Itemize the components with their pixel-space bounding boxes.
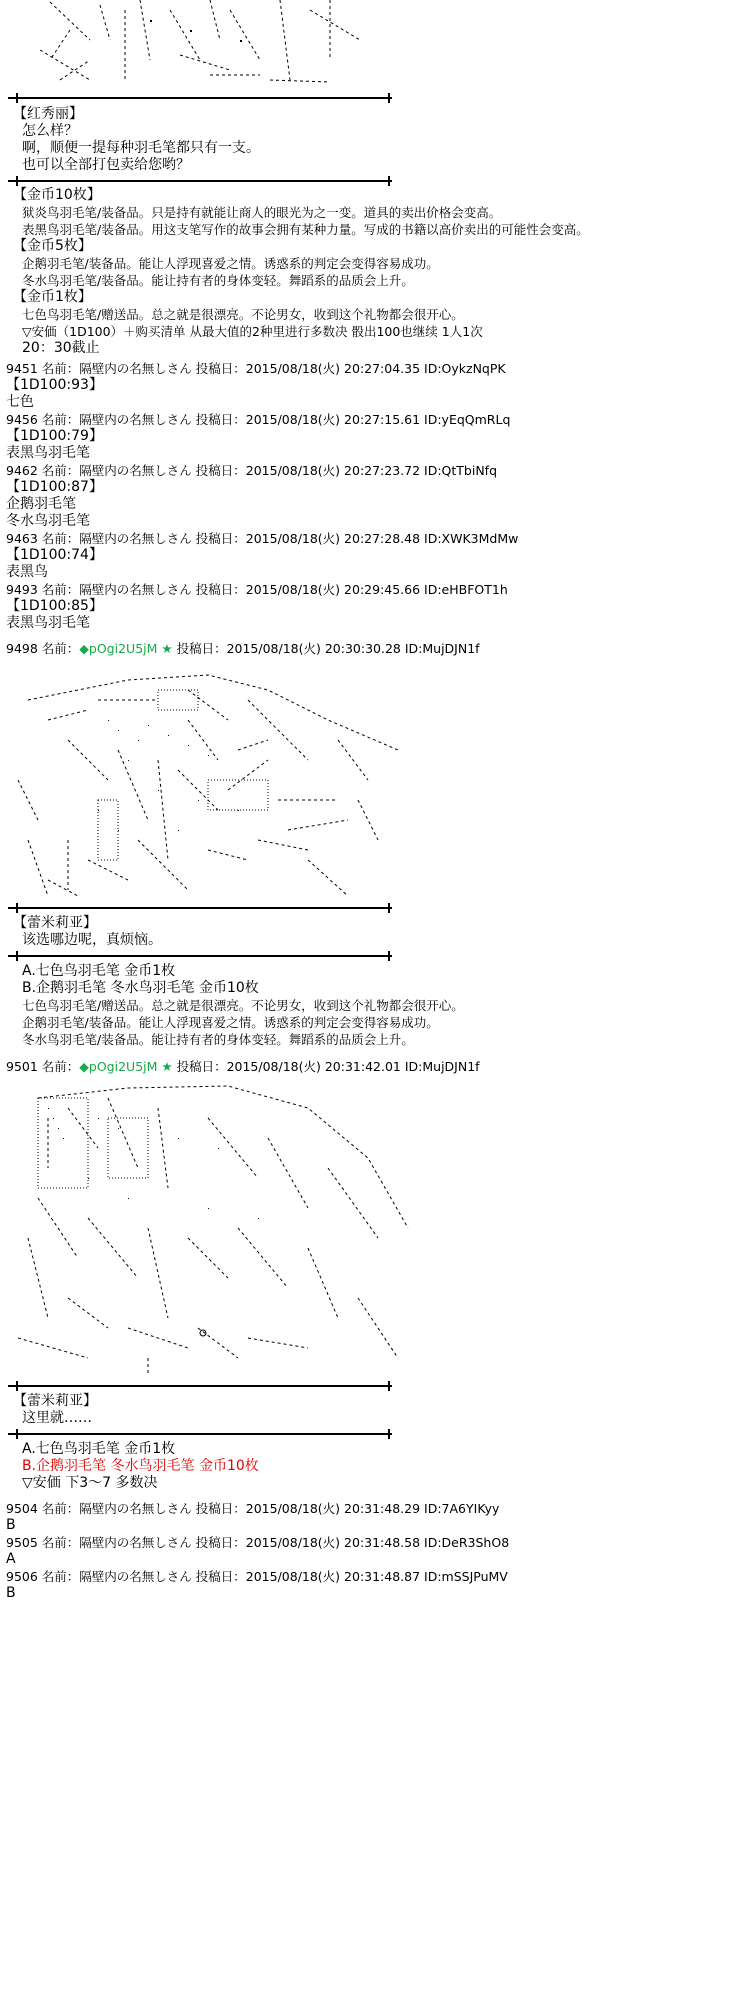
dialogue-line: 该选哪边呢，真烦恼。 xyxy=(22,932,162,948)
speaker-name: 【红秀丽】 xyxy=(13,106,83,122)
post-header: 9456 名前：隔壁内の名無しさん 投稿日：2015/08/18(火) 20:27:15.61 ID:yEqQmRLq xyxy=(6,412,511,427)
post-body: 【1D100:79】 xyxy=(6,428,103,444)
item-description: 冬水鸟羽毛笔/装备品。能让持有者的身体变轻。舞蹈系的品质会上升。 xyxy=(22,1032,414,1047)
speaker-name: 【蕾米莉亚】 xyxy=(13,1393,97,1409)
tripcode: ◆pOgi2U5jM ★ xyxy=(79,641,173,656)
separator-3 xyxy=(8,907,392,909)
price-tier: 【金币10枚】 xyxy=(13,187,101,203)
dialogue-line: 怎么样？ xyxy=(22,123,78,139)
ascii-art-remilia-2 xyxy=(8,1078,428,1378)
post-body: 【1D100:85】 xyxy=(6,598,103,614)
option-a: A.七色鸟羽毛笔 金币1枚 xyxy=(22,1441,176,1457)
separator-1 xyxy=(8,97,392,99)
post-body: 【1D100:93】 xyxy=(6,377,103,393)
speaker-name: 【蕾米莉亚】 xyxy=(13,915,97,931)
vote-deadline: 20：30截止 xyxy=(22,340,100,356)
separator-2 xyxy=(8,180,392,182)
post-header xyxy=(6,640,480,657)
post-header: 9462 名前：隔壁内の名無しさん 投稿日：2015/08/18(火) 20:27:23.72 ID:QtTbiNfq xyxy=(6,463,498,478)
option-a: A.七色鸟羽毛笔 金币1枚 xyxy=(22,963,176,979)
option-b-highlighted: B.企鹅羽毛笔 冬水鸟羽毛笔 金币10枚 xyxy=(22,1458,259,1474)
post-body: 七色 xyxy=(6,394,34,410)
shop-item: 表黑鸟羽毛笔/装备品。用这支笔写作的故事会拥有某种力量。写成的书籍以高价卖出的可能性会变高。 xyxy=(22,222,589,237)
shop-item: 狱炎鸟羽毛笔/装备品。只是持有就能让商人的眼光为之一变。道具的卖出价格会变高。 xyxy=(22,205,502,220)
post-header: 9451 名前：隔壁内の名無しさん 投稿日：2015/08/18(火) 20:27:04.35 ID:OykzNqPK xyxy=(6,361,506,376)
vote-instruction: ▽安価 下3～7 多数决 xyxy=(22,1475,158,1491)
post-header: 9504 名前：隔壁内の名無しさん 投稿日：2015/08/18(火) 20:31:48.29 ID:7A6YIKyy xyxy=(6,1501,500,1516)
post-body: 表黑鸟 xyxy=(6,564,48,580)
vote-instruction: ▽安価（1D100）＋购买清单 从最大值的2种里进行多数决 骰出100也继续 1人1次 xyxy=(22,324,483,339)
post-number: 9501 名前： xyxy=(6,1059,80,1074)
price-tier: 【金币5枚】 xyxy=(13,238,92,254)
dialogue-line: 也可以全部打包卖给您哟？ xyxy=(22,157,190,173)
post-body: 【1D100:87】 xyxy=(6,479,103,495)
separator-6 xyxy=(8,1433,392,1435)
separator-4 xyxy=(8,955,392,957)
post-body: 表黑鸟羽毛笔 xyxy=(6,445,90,461)
dialogue-line: 这里就…… xyxy=(22,1410,92,1426)
post-number: 9498 名前： xyxy=(6,641,80,656)
price-tier: 【金币1枚】 xyxy=(13,289,92,305)
post-body: 【1D100:74】 xyxy=(6,547,103,563)
post-body: A xyxy=(6,1551,16,1567)
item-description: 七色鸟羽毛笔/赠送品。总之就是很漂亮。不论男女，收到这个礼物都会很开心。 xyxy=(22,998,464,1013)
post-body: B xyxy=(6,1585,16,1601)
shop-item: 冬水鸟羽毛笔/装备品。能让持有者的身体变轻。舞蹈系的品质会上升。 xyxy=(22,273,414,288)
dialogue-line: 啊，顺便一提每种羽毛笔都只有一支。 xyxy=(22,140,260,156)
post-header xyxy=(6,1058,480,1075)
separator-5 xyxy=(8,1385,392,1387)
ascii-art-top xyxy=(30,0,370,92)
post-body: B xyxy=(6,1517,16,1533)
post-meta: 投稿日：2015/08/18(火) 20:31:42.01 ID:MujDJN1f xyxy=(172,1059,480,1074)
post-body: 企鹅羽毛笔 xyxy=(6,496,76,512)
shop-item: 企鹅羽毛笔/装备品。能让人浮现喜爱之情。诱惑系的判定会变得容易成功。 xyxy=(22,256,439,271)
ascii-art-remilia-1 xyxy=(8,660,428,900)
item-description: 企鹅羽毛笔/装备品。能让人浮现喜爱之情。诱惑系的判定会变得容易成功。 xyxy=(22,1015,439,1030)
option-b: B.企鹅羽毛笔 冬水鸟羽毛笔 金币10枚 xyxy=(22,980,259,996)
post-meta: 投稿日：2015/08/18(火) 20:30:30.28 ID:MujDJN1f xyxy=(172,641,480,656)
post-header: 9506 名前：隔壁内の名無しさん 投稿日：2015/08/18(火) 20:31:48.87 ID:mSSJPuMV xyxy=(6,1569,508,1584)
post-header: 9493 名前：隔壁内の名無しさん 投稿日：2015/08/18(火) 20:29:45.66 ID:eHBFOT1h xyxy=(6,582,508,597)
post-body: 冬水鸟羽毛笔 xyxy=(6,513,90,529)
post-header: 9463 名前：隔壁内の名無しさん 投稿日：2015/08/18(火) 20:27:28.48 ID:XWK3MdMw xyxy=(6,531,519,546)
shop-item: 七色鸟羽毛笔/赠送品。总之就是很漂亮。不论男女，收到这个礼物都会很开心。 xyxy=(22,307,464,322)
post-body: 表黑鸟羽毛笔 xyxy=(6,615,90,631)
post-header: 9505 名前：隔壁内の名無しさん 投稿日：2015/08/18(火) 20:31:48.58 ID:DeR3ShO8 xyxy=(6,1535,510,1550)
tripcode: ◆pOgi2U5jM ★ xyxy=(79,1059,173,1074)
